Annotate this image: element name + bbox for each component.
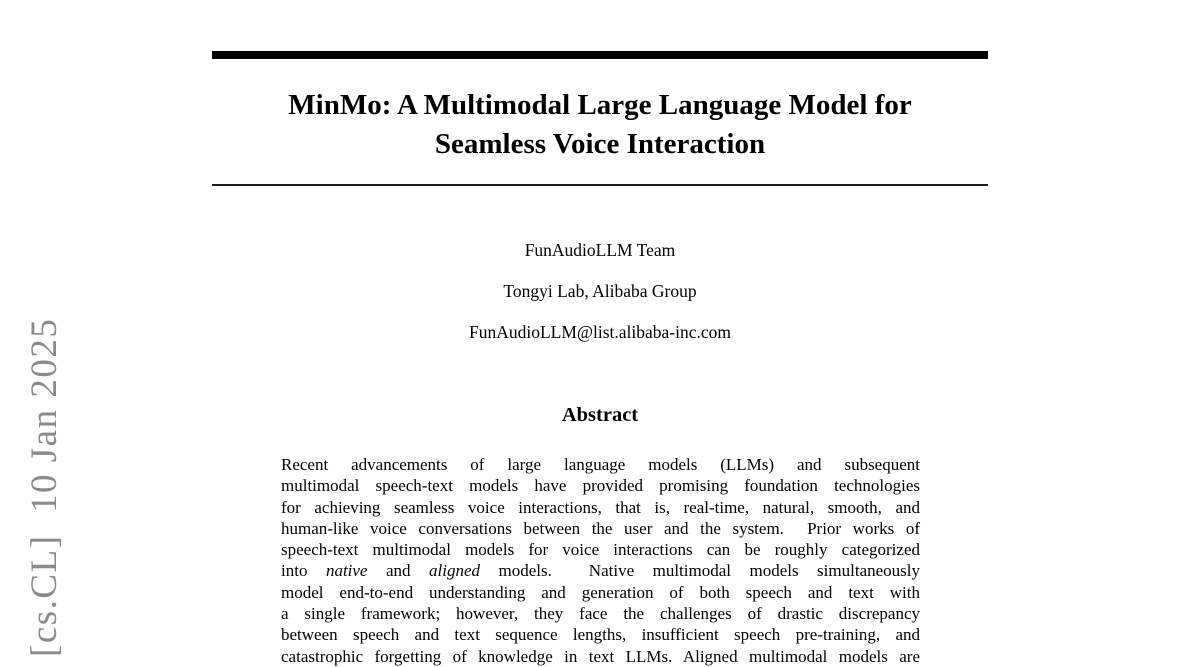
author-team: FunAudioLLM Team: [524, 240, 676, 260]
abstract-line: between speech and text sequence lengths, insufficient speech pre-training, and: [281, 625, 920, 645]
paper-content-column: [212, 0, 988, 666]
abstract-line: human-like voice conversations between the user and the system. Prior works of: [281, 518, 920, 538]
paper-title: [212, 86, 988, 164]
paper-title-line: Seamless Voice Interaction: [434, 128, 766, 160]
paper-title-line: MinMo: A Multimodal Large Language Model for: [288, 89, 912, 121]
abstract-line: multimodal speech-text models have provided promising foundation technologies: [281, 476, 920, 496]
abstract-line: Recent advancements of large language models (LLMs) and subsequent: [281, 455, 920, 474]
author-block: [212, 230, 988, 353]
abstract-line: model end-to-end understanding and generation of both speech and text with: [281, 582, 920, 602]
top-rule: [212, 51, 988, 59]
abstract-line: speech-text multimodal models for voice interactions can be roughly categorized: [281, 540, 920, 560]
author-affiliation: Tongyi Lab, Alibaba Group: [503, 281, 697, 301]
abstract-line: for achieving seamless voice interactions, that is, real-time, natural, smooth, and: [281, 497, 920, 517]
abstract-line: catastrophic forgetting of knowledge in text LLMs. Aligned multimodal models are: [281, 646, 920, 666]
abstract-line: into native and aligned models. Native multimodal models simultaneously: [281, 561, 920, 581]
arxiv-watermark: [cs.CL] 10 Jan 2025: [24, 317, 65, 657]
abstract-heading: Abstract: [561, 404, 639, 426]
title-rule: [212, 184, 988, 186]
author-email: FunAudioLLM@list.alibaba-inc.com: [468, 322, 732, 342]
abstract-line: a single framework; however, they face the challenges of drastic discrepancy: [281, 604, 920, 624]
abstract-body: [281, 454, 920, 667]
